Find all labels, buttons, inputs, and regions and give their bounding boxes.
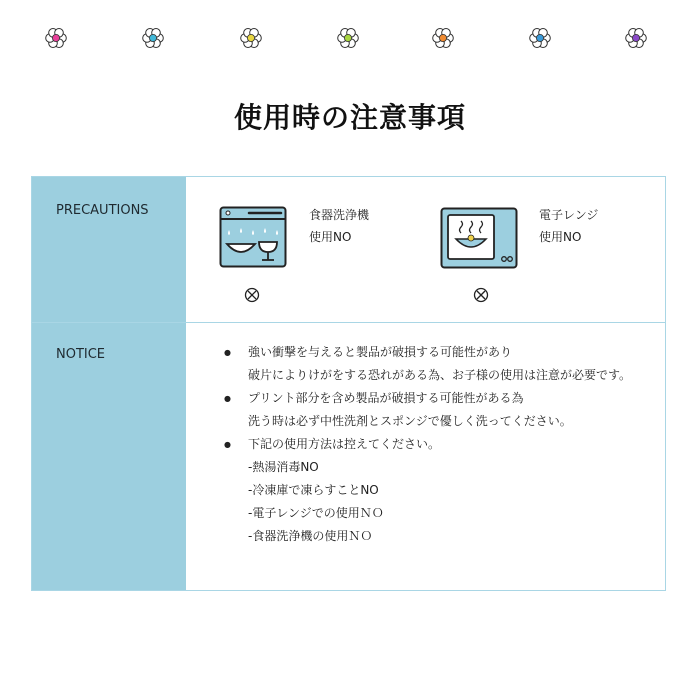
microwave-text [539,204,598,248]
notice-item: ● プリント部分を含め製品が破損する可能性がある為 [222,387,631,410]
flower-icon [141,26,165,50]
flower-icon [624,26,648,50]
flower-icon [336,26,360,50]
prohibited-icon [473,287,489,307]
flower-icon [44,26,68,50]
notice-item: -冷凍庫で凍らすことNO [248,483,379,497]
row-divider [32,322,665,323]
notice-list [222,341,631,548]
prohibited-icon [244,287,260,307]
notice-item: 破片によりけがをする恐れがある為、お子様の使用は注意が必要です。 [248,368,632,382]
flower-icon [431,26,455,50]
dishwasher-text [309,204,369,248]
dishwasher-title: 食器洗浄機 [309,208,370,222]
notice-item: 洗う時は必ず中性洗剤とスポンジで優しく洗ってください。 [248,414,572,428]
flower-decoration-row [0,26,700,50]
dishwasher-icon [219,206,287,272]
flower-icon [239,26,263,50]
notice-item: -食器洗浄機の使用ＮＯ [248,529,373,543]
notice-table [31,176,666,591]
flower-icon [528,26,552,50]
notice-item: -電子レンジでの使用ＮＯ [248,506,384,520]
notice-item: ● 強い衝撃を与えると製品が破損する可能性があり [222,341,631,364]
label-column [32,177,186,590]
microwave-icon [440,207,518,273]
notice-item: -熱湯消毒NO [248,460,319,474]
precautions-label: PRECAUTIONS [56,203,149,218]
microwave-title: 電子レンジ [539,208,599,222]
microwave-status: 使用NO [539,230,582,244]
notice-label: NOTICE [56,347,106,362]
dishwasher-status: 使用NO [309,230,352,244]
page-title: 使用時の注意事項 [233,101,466,134]
notice-item: ● 下記の使用方法は控えてください。 [222,433,631,456]
